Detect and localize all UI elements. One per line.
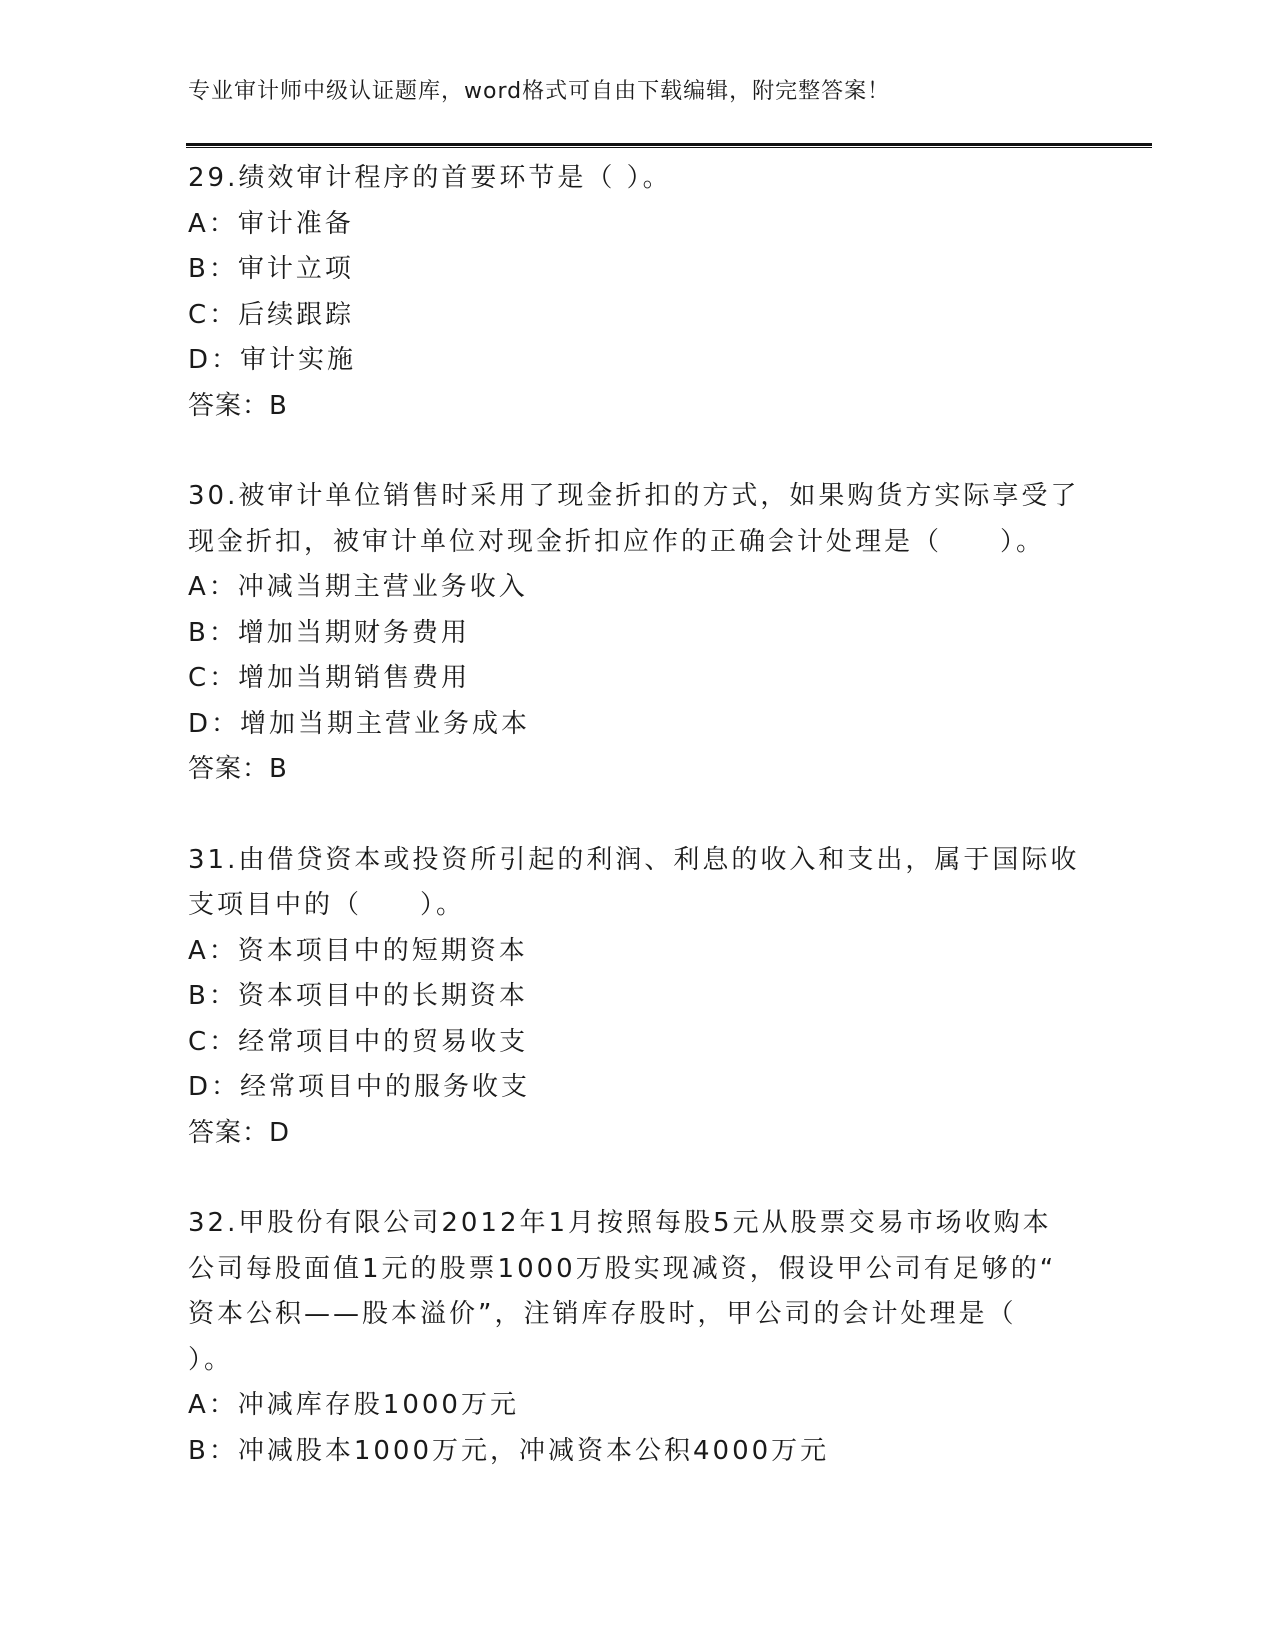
header-note: 专业审计师中级认证题库，word格式可自由下载编辑，附完整答案！ (188, 79, 891, 104)
question-text: 支项目中的（ ）。 (188, 890, 466, 920)
question-29 (188, 156, 1088, 429)
question-32 (188, 1201, 1088, 1474)
question-text: 31.由借贷资本或投资所引起的利润、利息的收入和支出，属于国际收 (188, 844, 1080, 875)
option-d: D：经常项目中的服务收支 (188, 1072, 531, 1102)
option-a: A：冲减当期主营业务收入 (188, 572, 528, 602)
answer: 答案：B (188, 390, 288, 421)
option-c: C：后续跟踪 (188, 299, 355, 330)
option-c: C：增加当期销售费用 (188, 663, 471, 693)
spacer (188, 1156, 1088, 1201)
spacer (188, 429, 1088, 474)
question-list (188, 156, 1088, 1474)
option-d: D：审计实施 (188, 345, 357, 375)
option-a: A：冲减库存股1000万元 (188, 1390, 519, 1420)
option-a: A：资本项目中的短期资本 (188, 935, 528, 966)
option-d: D：增加当期主营业务成本 (188, 708, 531, 739)
question-text: 30.被审计单位销售时采用了现金折扣的方式，如果购货方实际享受了 (188, 481, 1080, 511)
option-b: B：资本项目中的长期资本 (188, 981, 528, 1011)
question-31 (188, 838, 1088, 1157)
option-b: B：冲减股本1000万元，冲减资本公积4000万元 (188, 1435, 830, 1466)
option-b: B：增加当期财务费用 (188, 617, 470, 648)
option-c: C：经常项目中的贸易收支 (188, 1026, 529, 1057)
question-text: 29.绩效审计程序的首要环节是（ ）。 (188, 163, 672, 193)
question-text: 公司每股面值1元的股票1000万股实现减资，假设甲公司有足够的“ (188, 1253, 1057, 1284)
header-divider (186, 143, 1152, 148)
question-text: 现金折扣，被审计单位对现金折扣应作的正确会计处理是（ ）。 (188, 526, 1046, 557)
answer: 答案：B (188, 754, 288, 784)
question-30 (188, 474, 1088, 793)
question-text: ）。 (188, 1344, 234, 1375)
question-text: 32.甲股份有限公司2012年1月按照每股5元从股票交易市场收购本 (188, 1208, 1052, 1238)
spacer (188, 793, 1088, 838)
answer: 答案：D (188, 1117, 291, 1148)
question-text: 资本公积——股本溢价”，注销库存股时，甲公司的会计处理是（ (188, 1299, 1017, 1329)
option-b: B：审计立项 (188, 254, 354, 284)
option-a: A：审计准备 (188, 208, 354, 239)
